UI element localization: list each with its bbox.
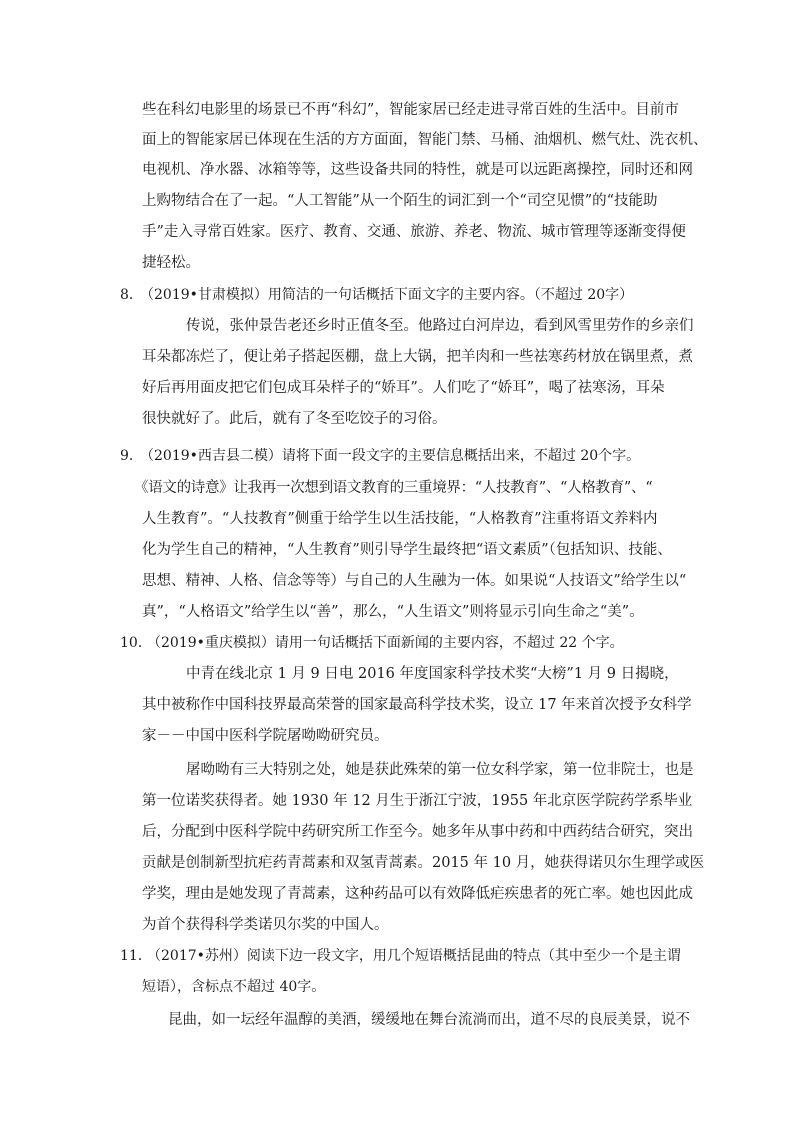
text-line: 面上的智能家居已体现在生活的方方面面，智能门禁、马桶、油烟机、燃气灶、洗衣机、 xyxy=(142,132,708,148)
question-number: 10． xyxy=(120,635,152,651)
question-number: 11． xyxy=(120,948,152,964)
text-line: 后，分配到中医科学院中药研究所工作至今。她多年从事中药和中西药结合研究，突出 xyxy=(142,824,693,840)
text-line: 好后再用面皮把它们包成耳朵样子的“娇耳”。人们吃了“娇耳”，喝了祛寒汤，耳朵 xyxy=(142,380,665,396)
text-line: 很快就好了。此后，就有了冬至吃饺子的习俗。 xyxy=(142,411,447,427)
text-line: 学奖，理由是她发现了青蒿素，这种药品可以有效降低疟疾患者的死亡率。她也因此成 xyxy=(142,886,693,902)
text-line: 传说，张仲景告老还乡时正值冬至。他路过白河岸边，看到风雪里劳作的乡亲们 xyxy=(186,318,694,334)
question-prompt: 短语），含标点不超过 40字。 xyxy=(142,979,326,995)
question-prompt: （2019•西吉县二模）请将下面一段文字的主要信息概括出来，不超过 20个字。 xyxy=(140,448,641,464)
question-prompt: （2017•苏州）阅读下边一段文字，用几个短语概括昆曲的特点（其中至少一个是主谓 xyxy=(147,948,681,964)
text-line: 为首个获得科学类诺贝尔奖的中国人。 xyxy=(142,917,389,933)
text-line: 捷轻松。 xyxy=(142,255,200,271)
text-line: 贡献是创制新型抗疟药青蒿素和双氢青蒿素。2015 年 10 月，她获得诺贝尔生理学或医 xyxy=(142,855,705,871)
text-line: 上购物结合在了一起。“人工智能”从一个陌生的词汇到一个“司空见惯”的“技能助 xyxy=(142,193,658,209)
question-number: 8． xyxy=(120,287,143,303)
text-line: 些在科幻电影里的场景已不再“科幻”，智能家居已经走进寻常百姓的生活中。目前市 xyxy=(142,102,679,118)
text-line: 耳朵都冻烂了，便让弟子搭起医棚，盘上大锅，把羊肉和一些祛寒药材放在锅里煮，煮 xyxy=(142,349,693,365)
text-line: 第一位诺奖获得者。她 1930 年 12 月生于浙江宁波，1955 年北京医学院药学系毕业 xyxy=(142,793,693,809)
text-line: 化为学生自己的精神，“人生教育”则引导学生最终把“语文素质”（包括知识、技能、 xyxy=(142,542,672,558)
text-line: 人生教育”。“人技教育”侧重于给学生以生活技能，“人格教育”注重将语文养料内 xyxy=(142,511,658,527)
text-line: 手”走入寻常百姓家。医疗、教育、交通、旅游、养老、物流、城市管理等逐渐变得便 xyxy=(142,224,686,240)
text-line: 昆曲，如一坛经年温醇的美酒，缓缓地在舞台流淌而出，道不尽的良辰美景，说不 xyxy=(168,1012,690,1028)
text-line: 屠呦呦有三大特别之处，她是获此殊荣的第一位女科学家，第一位非院士，也是 xyxy=(186,762,694,778)
text-line: 其中被称作中国科技界最高荣誉的国家最高科学技术奖，设立 17 年来首次授予女科学 xyxy=(142,697,692,713)
text-line: 家－－中国中医科学院屠呦呦研究员。 xyxy=(142,728,389,744)
text-line: 中青在线北京 1 月 9 日电 2016 年度国家科学技术奖“大榜”1 月 9 日揭晓， xyxy=(186,666,679,682)
question-prompt: （2019•重庆模拟）请用一句话概括下面新闻的主要内容，不超过 22 个字。 xyxy=(147,635,624,651)
text-line: 电视机、净水器、冰箱等等，这些设备共同的特性，就是可以远距离操控，同时还和网 xyxy=(142,162,693,178)
question-prompt: （2019•甘肃模拟）用简洁的一句话概括下面文字的主要内容。（不超过 20字） xyxy=(140,287,634,303)
text-line: 《语文的诗意》让我再一次想到语文教育的三重境界：“人技教育”、“人格教育”、“ xyxy=(134,480,653,496)
text-line: 真”，“人格语文”给学生以“善”，那么，“人生语文”则将显示引向生命之“美”。 xyxy=(142,604,644,620)
text-line: 思想、精神、人格、信念等等）与自己的人生融为一体。如果说“人技语文”给学生以“ xyxy=(142,573,687,589)
question-number: 9． xyxy=(120,448,143,464)
